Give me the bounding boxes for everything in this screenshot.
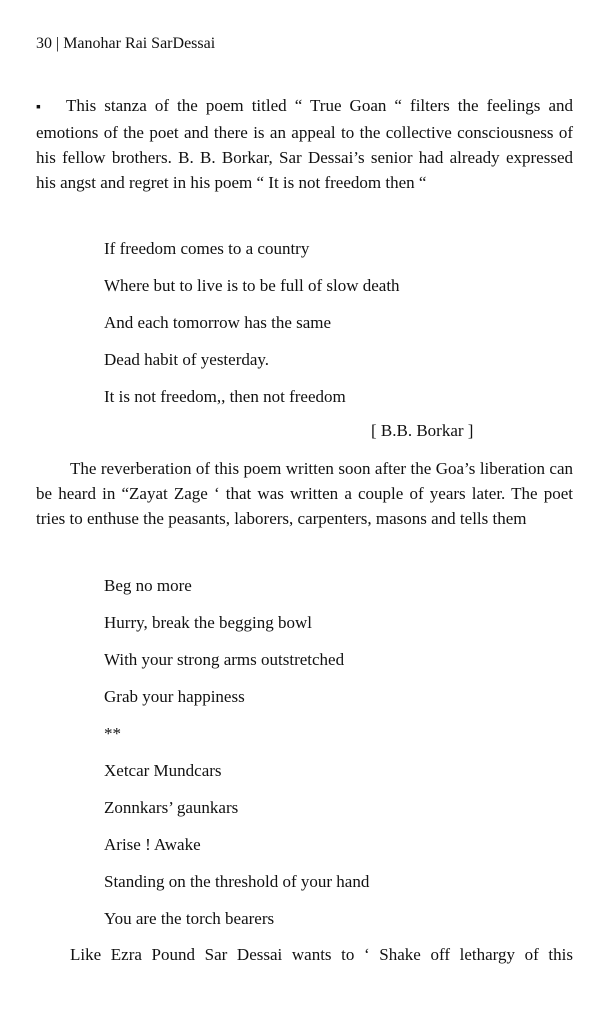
verse-line: And each tomorrow has the same (104, 313, 332, 332)
paragraph-reverberation-text: The reverberation of this poem written soon after the Goa’s liberation can be heard in “Zayat Zage ‘ that was written a couple of years later. The poet tries to enthuse the peasants, laborers, carpenters, masons and tells them (36, 459, 573, 528)
verse-line: Standing on the threshold of your hand (104, 872, 370, 891)
page-header: 30 | Manohar Rai SarDessai (36, 35, 216, 52)
verse-line: If freedom comes to a country (104, 239, 310, 258)
paragraph-intro-text: This stanza of the poem titled “ True Goan “ filters the feelings and emotions of the poet and there is an appeal to the collective consciousness of his fellow brothers. B. B. Borkar, Sar Dessai’s senior had already expressed his angst and regret in his poem “ It is not freedom then “ (36, 96, 573, 192)
verse-line: Where but to live is to be full of slow death (104, 276, 400, 295)
paragraph-reverberation (36, 456, 573, 531)
poem-attribution: [ B.B. Borkar ] (371, 421, 474, 440)
verse-line: Arise ! Awake (104, 835, 201, 854)
paragraph-ezra-pound-text: Like Ezra Pound Sar Dessai wants to ‘ Shake off lethargy of this (70, 945, 573, 964)
poem-stanza-zayat-zage (104, 567, 369, 937)
verse-line: Xetcar Mundcars (104, 761, 222, 780)
paragraph-ezra-pound (36, 942, 573, 967)
verse-line: With your strong arms outstretched (104, 650, 345, 669)
bullet-icon: ▪ (36, 100, 41, 115)
verse-line: ** (104, 724, 121, 743)
verse-line: Beg no more (104, 576, 192, 595)
paragraph-intro (36, 93, 573, 195)
poem-stanza-borkar (104, 230, 400, 415)
verse-line: Grab your happiness (104, 687, 245, 706)
verse-line: Dead habit of yesterday. (104, 350, 270, 369)
verse-line: You are the torch bearers (104, 909, 275, 928)
verse-line: Zonnkars’ gaunkars (104, 798, 239, 817)
verse-line: It is not freedom,, then not freedom (104, 387, 346, 406)
verse-line: Hurry, break the begging bowl (104, 613, 313, 632)
